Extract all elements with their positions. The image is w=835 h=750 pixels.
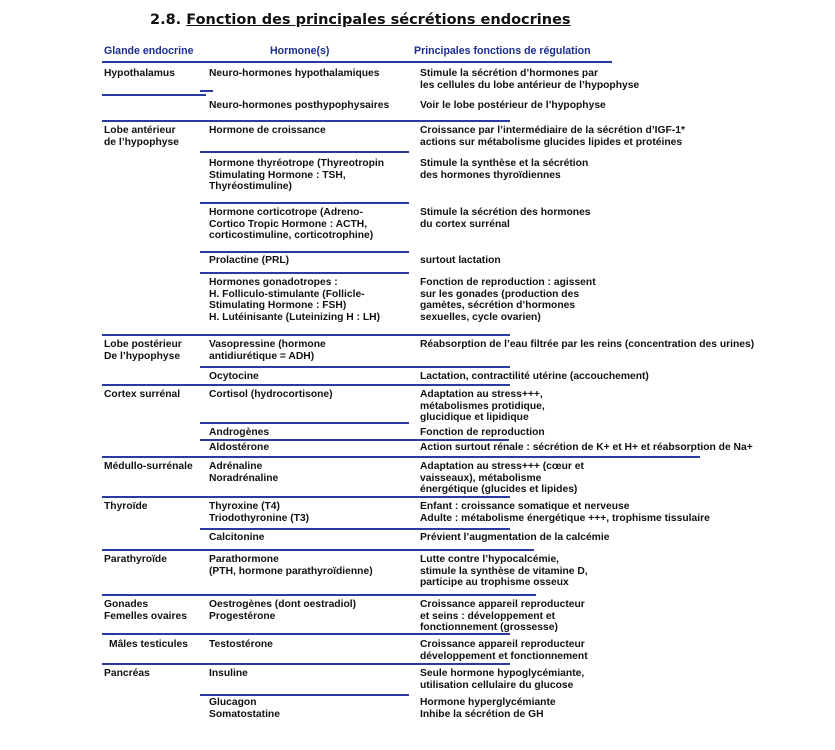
section-title-text: Fonction des principales sécrétions endocrines [186, 12, 571, 28]
row-1-hormone: Neuro-hormones posthypophysaires [209, 100, 390, 111]
row-18-function: Seule hormone hypoglycémiante, utilisation cellulaire du glucose [420, 668, 585, 691]
row-11-function: Action surtout rénale : sécrétion de K+ et H+ et réabsorption de Na+ [420, 442, 753, 453]
row-19-hormone: Glucagon Somatostatine [209, 697, 280, 720]
row-17-hormone: Testostérone [209, 639, 273, 650]
row-divider [200, 251, 409, 253]
row-divider [102, 456, 700, 458]
row-divider [200, 439, 509, 441]
row-divider [102, 120, 510, 122]
row-divider [200, 422, 409, 424]
row-16-function: Croissance appareil reproducteur et seins : développement et fonctionnement (grossesse) [420, 599, 585, 633]
row-15-hormone: Parathormone (PTH, hormone parathyroïdienne) [209, 554, 373, 577]
row-divider [200, 366, 510, 368]
row-14-function: Prévient l’augmentation de la calcémie [420, 532, 610, 543]
row-12-function: Adaptation au stress+++ (cœur et vaisseaux), métabolisme énergétique (glucides et lipides) [420, 461, 584, 495]
section-number: 2.8. [150, 12, 182, 28]
row-17-function: Croissance appareil reproducteur développement et fonctionnement [420, 639, 588, 662]
row-9-function: Adaptation au stress+++, métabolismes protidique, glucidique et lipidique [420, 389, 545, 423]
row-divider [102, 594, 536, 596]
row-13-function: Enfant : croissance somatique et nerveuse Adulte : métabolisme énergétique +++, trophisme tissulaire [420, 501, 710, 524]
row-7-hormone: Vasopressine (hormone antidiurétique = ADH) [209, 339, 326, 362]
row-2-gland: Lobe antérieur de l’hypophyse [104, 125, 179, 148]
row-1-function: Voir le lobe postérieur de l’hypophyse [420, 100, 606, 111]
row-9-gland: Cortex surrénal [104, 389, 181, 400]
row-12-gland: Médullo-surrénale [104, 461, 193, 472]
header-gland: Glande endocrine [104, 45, 194, 57]
row-divider [200, 694, 409, 696]
row-17-gland: Mâles testicules [109, 639, 188, 650]
row-12-hormone: Adrénaline Noradrénaline [209, 461, 279, 484]
row-2-hormone: Hormone de croissance [209, 125, 326, 136]
row-11-hormone: Aldostérone [209, 442, 270, 453]
row-10-hormone: Androgènes [209, 427, 270, 438]
row-5-hormone: Prolactine (PRL) [209, 255, 290, 266]
row-4-hormone: Hormone corticotrope (Adreno- Cortico Tropic Hormone : ACTH, corticostimuline, corticotrophine) [209, 207, 374, 241]
row-divider [200, 151, 409, 153]
row-18-gland: Pancréas [104, 668, 150, 679]
row-13-hormone: Thyroxine (T4) Triodothyronine (T3) [209, 501, 310, 524]
row-16-gland: Gonades Femelles ovaires [104, 599, 187, 622]
row-7-gland: Lobe postérieur De l’hypophyse [104, 339, 182, 362]
row-divider [200, 528, 510, 530]
row-2-function: Croissance par l’intermédiaire de la sécrétion d’IGF-1* actions sur métabolisme glucides lipides et protéines [420, 125, 685, 148]
row-divider [102, 334, 510, 336]
row-divider [102, 549, 534, 551]
row-divider [200, 272, 409, 274]
row-6-hormone: Hormones gonadotropes : H. Folliculo-stimulante (Follicle- Stimulating Hormone : FSH) H. Lutéinisante (Luteinizing H : LH) [209, 277, 381, 323]
row-0-gland: Hypothalamus [104, 68, 175, 79]
row-5-function: surtout lactation [420, 255, 501, 266]
row-divider [102, 633, 510, 635]
row-4-function: Stimule la sécrétion des hormones du cortex surrénal [420, 207, 591, 230]
row-0-hormone: Neuro-hormones hypothalamiques [209, 68, 380, 79]
row-15-gland: Parathyroïde [104, 554, 167, 565]
row-15-function: Lutte contre l’hypocalcémie, stimule la synthèse de vitamine D, participe au trophisme osseux [420, 554, 588, 588]
row-8-function: Lactation, contractilité utérine (accouchement) [420, 371, 649, 382]
row-13-gland: Thyroïde [104, 501, 148, 512]
header-divider [102, 61, 612, 63]
row-divider [102, 94, 206, 96]
row-7-function: Réabsorption de l’eau filtrée par les reins (concentration des urines) [420, 339, 755, 350]
row-10-function: Fonction de reproduction [420, 427, 545, 438]
row-6-function: Fonction de reproduction : agissent sur les gonades (production des gamètes, sécrétion d’hormones sexuelles, cycle ovarien) [420, 277, 596, 323]
row-divider [200, 202, 409, 204]
row-19-function: Hormone hyperglycémiante Inhibe la sécrétion de GH [420, 697, 556, 720]
header-hormone: Hormone(s) [270, 45, 330, 57]
section-title [150, 12, 571, 28]
row-divider [102, 384, 510, 386]
row-8-hormone: Ocytocine [209, 371, 259, 382]
row-3-hormone: Hormone thyréotrope (Thyreotropin Stimulating Hormone : TSH, Thyréostimuline) [209, 158, 385, 192]
row-18-hormone: Insuline [209, 668, 248, 679]
row-divider [102, 663, 510, 665]
row-0-function: Stimule la sécrétion d’hormones par les cellules du lobe antérieur de l’hypophyse [420, 68, 640, 91]
row-3-function: Stimule la synthèse et la sécrétion des hormones thyroïdiennes [420, 158, 589, 181]
row-divider [200, 90, 213, 92]
header-function: Principales fonctions de régulation [414, 45, 591, 57]
row-9-hormone: Cortisol (hydrocortisone) [209, 389, 333, 400]
row-divider [102, 496, 510, 498]
row-16-hormone: Oestrogènes (dont oestradiol) Progestérone [209, 599, 357, 622]
row-14-hormone: Calcitonine [209, 532, 265, 543]
